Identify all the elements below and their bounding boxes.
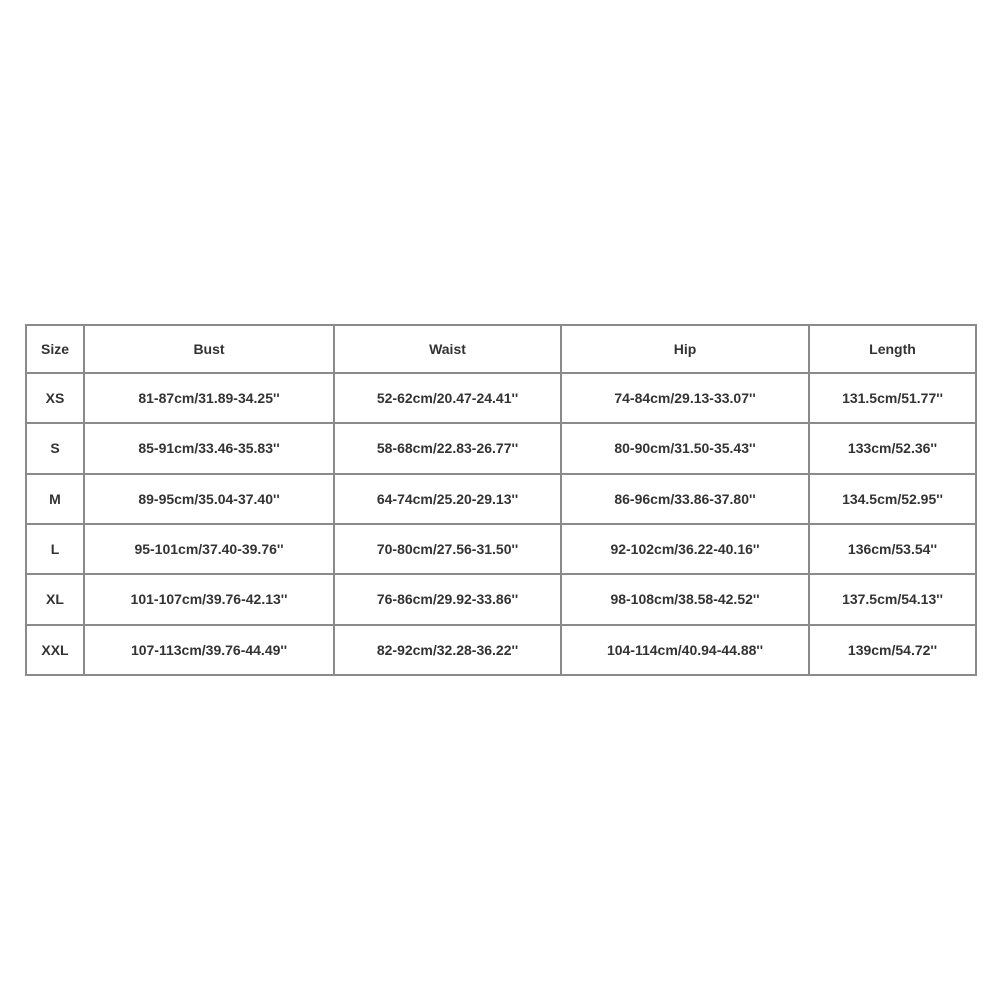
- size-cell: XS: [26, 373, 84, 423]
- waist-cell: 76-86cm/29.92-33.86'': [334, 574, 561, 624]
- length-cell: 139cm/54.72'': [809, 625, 976, 675]
- table-body: [26, 373, 976, 675]
- waist-cell: 64-74cm/25.20-29.13'': [334, 474, 561, 524]
- table-header: [26, 325, 976, 373]
- hip-cell: 104-114cm/40.94-44.88'': [561, 625, 809, 675]
- length-cell: 131.5cm/51.77'': [809, 373, 976, 423]
- size-chart-table: [25, 324, 977, 676]
- header-length: Length: [809, 325, 976, 373]
- bust-cell: 85-91cm/33.46-35.83'': [84, 423, 334, 473]
- hip-cell: 74-84cm/29.13-33.07'': [561, 373, 809, 423]
- table-row: [26, 474, 976, 524]
- hip-cell: 92-102cm/36.22-40.16'': [561, 524, 809, 574]
- size-cell: XL: [26, 574, 84, 624]
- size-cell: L: [26, 524, 84, 574]
- table-row: [26, 373, 976, 423]
- size-cell: XXL: [26, 625, 84, 675]
- header-size: Size: [26, 325, 84, 373]
- table-row: [26, 423, 976, 473]
- table-row: [26, 574, 976, 624]
- waist-cell: 52-62cm/20.47-24.41'': [334, 373, 561, 423]
- waist-cell: 70-80cm/27.56-31.50'': [334, 524, 561, 574]
- table-row: [26, 524, 976, 574]
- hip-cell: 86-96cm/33.86-37.80'': [561, 474, 809, 524]
- size-cell: M: [26, 474, 84, 524]
- waist-cell: 82-92cm/32.28-36.22'': [334, 625, 561, 675]
- bust-cell: 101-107cm/39.76-42.13'': [84, 574, 334, 624]
- bust-cell: 81-87cm/31.89-34.25'': [84, 373, 334, 423]
- hip-cell: 98-108cm/38.58-42.52'': [561, 574, 809, 624]
- header-row: [26, 325, 976, 373]
- length-cell: 134.5cm/52.95'': [809, 474, 976, 524]
- header-hip: Hip: [561, 325, 809, 373]
- table-row: [26, 625, 976, 675]
- header-waist: Waist: [334, 325, 561, 373]
- bust-cell: 107-113cm/39.76-44.49'': [84, 625, 334, 675]
- length-cell: 137.5cm/54.13'': [809, 574, 976, 624]
- length-cell: 136cm/53.54'': [809, 524, 976, 574]
- header-bust: Bust: [84, 325, 334, 373]
- size-cell: S: [26, 423, 84, 473]
- bust-cell: 95-101cm/37.40-39.76'': [84, 524, 334, 574]
- waist-cell: 58-68cm/22.83-26.77'': [334, 423, 561, 473]
- bust-cell: 89-95cm/35.04-37.40'': [84, 474, 334, 524]
- length-cell: 133cm/52.36'': [809, 423, 976, 473]
- hip-cell: 80-90cm/31.50-35.43'': [561, 423, 809, 473]
